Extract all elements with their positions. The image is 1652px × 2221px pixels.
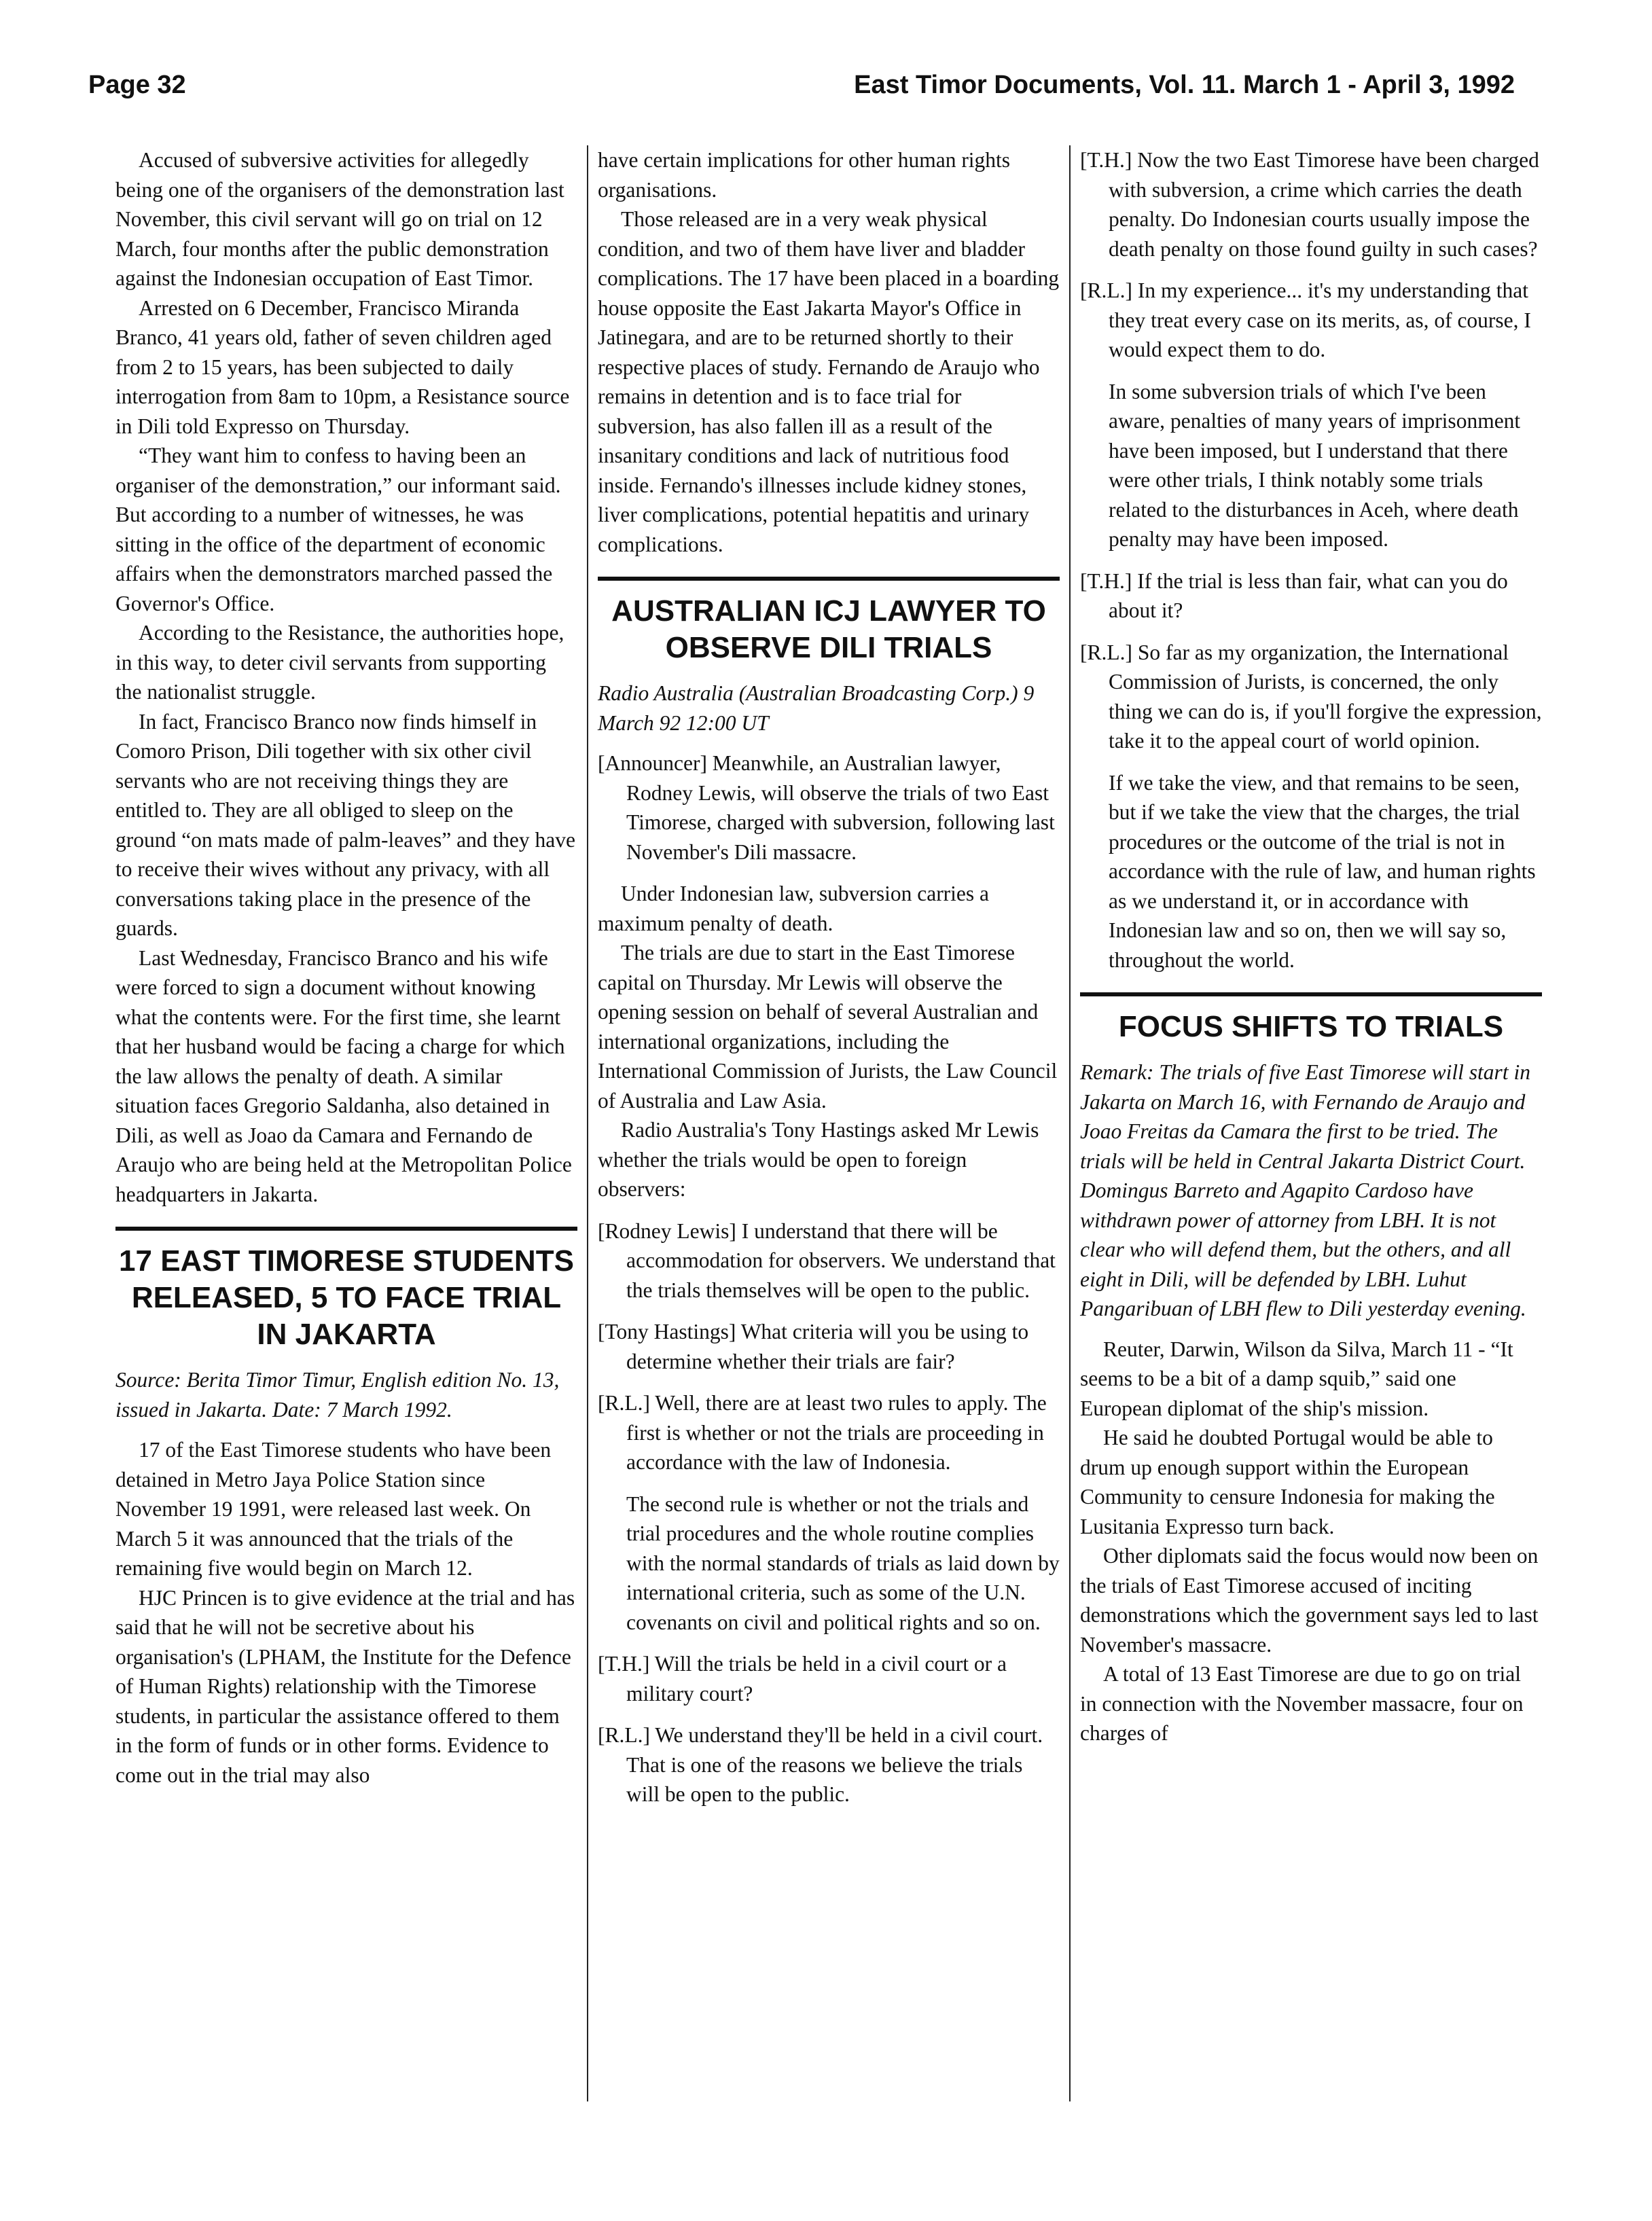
transcript-line: [R.L.] In my experience... it's my understanding that they treat every case on its merits, as, of course, I would expect them to do. bbox=[1080, 278, 1531, 361]
paragraph: Accused of subversive activities for allegedly being one of the organisers of the demonstration last November, this civil servant will go on trial on 12 March, four months after the public demonstration against the Indonesian occupation of East Timor. bbox=[115, 148, 564, 290]
paragraph: Reuter, Darwin, Wilson da Silva, March 11 - “It seems to be a bit of a damp squib,” said one European diplomat of the ship's mission. bbox=[1080, 1337, 1513, 1420]
transcript-line: [R.L.] So far as my organization, the International Commission of Jurists, is concerned, the only thing we can do is, if you'll forgive the expression, take it to the appeal court of world opinion. bbox=[1080, 640, 1542, 753]
paragraph: He said he doubted Portugal would be able to drum up enough support within the European Community to censure Indonesia for making the Lusitania Expresso turn back. bbox=[1080, 1426, 1495, 1538]
source-line: Source: Berita Timor Timur, English edition No. 13, issued in Jakarta. Date: 7 March 1992. bbox=[115, 1368, 560, 1422]
article-headline: FOCUS SHIFTS TO TRIALS bbox=[1118, 1010, 1504, 1043]
section-rule bbox=[598, 577, 1060, 581]
paragraph: have certain implications for other human rights organisations. bbox=[598, 148, 1011, 202]
column-divider-2 bbox=[1069, 145, 1071, 2101]
paragraph: According to the Resistance, the authorities hope, in this way, to deter civil servants from supporting the nationalist struggle. bbox=[115, 621, 564, 704]
paragraph: Arrested on 6 December, Francisco Miranda Branco, 41 years old, father of seven children aged from 2 to 15 years, has been subjected to daily interrogation from 8am to 10pm, a Resistance source in Dili told Expresso on Thursday. bbox=[115, 295, 570, 438]
transcript-line: [R.L.] Well, there are at least two rules to apply. The first is whether or not the trials are proceeding in accordance with the law of Indonesia. bbox=[598, 1391, 1047, 1474]
paragraph: 17 of the East Timorese students who have been detained in Metro Jaya Police Station since November 19 1991, were released last week. On March 5 it was announced that the trials of the remaining five would begin on March 12. bbox=[115, 1438, 552, 1580]
section-rule bbox=[1080, 992, 1542, 996]
transcript-continuation: In some subversion trials of which I've been aware, penalties of many years of imprisonment have been imposed, but I understand that there were other trials, I think notably some trials related to the disturbances in Aceh, where death penalty may have been imposed. bbox=[1109, 379, 1521, 551]
publication-header: East Timor Documents, Vol. 11. March 1 - April 3, 1992 bbox=[854, 71, 1515, 99]
column-3 bbox=[1080, 145, 1542, 1748]
column-2 bbox=[598, 145, 1060, 1809]
transcript-line: [Announcer] Meanwhile, an Australian lawyer, Rodney Lewis, will observe the trials of two East Timorese, charged with subversion, following last November's Dili massacre. bbox=[598, 751, 1055, 864]
paragraph: Under Indonesian law, subversion carries a maximum penalty of death. bbox=[598, 882, 990, 935]
page-number: Page 32 bbox=[88, 71, 186, 99]
article-headline: 17 EAST TIMORESE STUDENTS RELEASED, 5 TO FACE TRIAL IN JAKARTA bbox=[119, 1244, 574, 1351]
article-headline: AUSTRALIAN ICJ LAWYER TO OBSERVE DILI TRIALS bbox=[611, 594, 1046, 664]
paragraph: HJC Princen is to give evidence at the trial and has said that he will not be secretive about his organisation's (LPHAM, the Institute for the Defence of Human Rights) relationship with the Timorese students, in particular the assistance offered to them in the form of funds or in other forms. Evidence to come out in the trial may also bbox=[115, 1585, 575, 1787]
source-line: Radio Australia (Australian Broadcasting Corp.) 9 March 92 12:00 UT bbox=[598, 681, 1035, 735]
transcript-line: [T.H.] Will the trials be held in a civil court or a military court? bbox=[598, 1652, 1007, 1705]
paragraph: “They want him to confess to having been an organiser of the demonstration,” our informant said. But according to a number of witnesses, he was sitting in the office of the department of economic affairs when the demonstrators marched passed the Governor's Office. bbox=[115, 444, 561, 615]
editor-remark: Remark: The trials of five East Timorese will start in Jakarta on March 16, with Fernando de Araujo and Joao Freitas da Camara the first to be tried. The trials will be held in Central Jakarta District Court. Domingus Barreto and Agapito Cardoso have withdrawn power of attorney from LBH. It is not clear who will defend them, but the others, and all eight in Dili, will be defended by LBH. Luhut Pangaribuan of LBH flew to Dili yesterday evening. bbox=[1080, 1060, 1530, 1320]
transcript-continuation: The second rule is whether or not the trials and trial procedures and the whole routine complies with the normal standards of trials as laid down by international criteria, such as some of the U.N. covenants on civil and political rights and so on. bbox=[626, 1492, 1060, 1634]
paragraph: Other diplomats said the focus would now been on the trials of East Timorese accused of inciting demonstrations which the government says led to last November's massacre. bbox=[1080, 1544, 1539, 1657]
paragraph: The trials are due to start in the East Timorese capital on Thursday. Mr Lewis will observe the opening session on behalf of several Australian and international organizations, including the International Commission of Jurists, the Law Council of Australia and Law Asia. bbox=[598, 941, 1058, 1113]
paragraph: Last Wednesday, Francisco Branco and his wife were forced to sign a document without knowing what the contents were. For the first time, she learnt that her husband would be facing a charge for which the law allows the penalty of death. A similar situation faces Gregorio Saldanha, also detained in Dili, as well as Joao da Camara and Fernando de Araujo who are being held at the Metropolitan Police headquarters in Jakarta. bbox=[115, 945, 572, 1206]
paragraph: Those released are in a very weak physical condition, and two of them have liver and bladder complications. The 17 have been placed in a boarding house opposite the East Jakarta Mayor's Office in Jatinegara, and are to be returned shortly to their respective places of study. Fernando de Araujo who remains in detention and is to face trial for subversion, has also fallen ill as a result of the insanitary conditions and lack of nutritious food inside. Fernando's illnesses include kidney stones, liver complications, potential hepatitis and urinary complications. bbox=[598, 207, 1060, 556]
paragraph: A total of 13 East Timorese are due to go on trial in connection with the November massacre, four on charges of bbox=[1080, 1662, 1524, 1745]
transcript-line: [Tony Hastings] What criteria will you be using to determine whether their trials are fair? bbox=[598, 1320, 1029, 1373]
column-1 bbox=[115, 145, 577, 1790]
transcript-line: [T.H.] If the trial is less than fair, what can you do about it? bbox=[1080, 568, 1508, 622]
column-divider-1 bbox=[587, 145, 588, 2101]
section-rule bbox=[115, 1227, 577, 1231]
transcript-line: [Rodney Lewis] I understand that there will be accommodation for observers. We understand that the trials themselves will be open to the public. bbox=[598, 1218, 1056, 1302]
transcript-line: [T.H.] Now the two East Timorese have been charged with subversion, a crime which carries the death penalty. Do Indonesian courts usually impose the death penalty on those found guilty in such cases? bbox=[1080, 148, 1539, 261]
paragraph: Radio Australia's Tony Hastings asked Mr Lewis whether the trials would be open to foreign observers: bbox=[598, 1118, 1039, 1201]
paragraph: In fact, Francisco Branco now finds himself in Comoro Prison, Dili together with six other civil servants who are not receiving things they are entitled to. They are all obliged to sleep on the ground “on mats made of palm-leaves” and they have to receive their wives without any privacy, with all conversations taking place in the presence of the guards. bbox=[115, 709, 576, 940]
transcript-line: [R.L.] We understand they'll be held in a civil court. That is one of the reasons we believe the trials will be open to the public. bbox=[598, 1723, 1043, 1806]
transcript-continuation: If we take the view, and that remains to be seen, but if we take the view that the charges, the trial procedures or the outcome of the trial is not in accordance with the rule of law, and human rights as we understand it, or in accordance with Indonesian law and so on, then we will say so, throughout the world. bbox=[1109, 770, 1536, 972]
